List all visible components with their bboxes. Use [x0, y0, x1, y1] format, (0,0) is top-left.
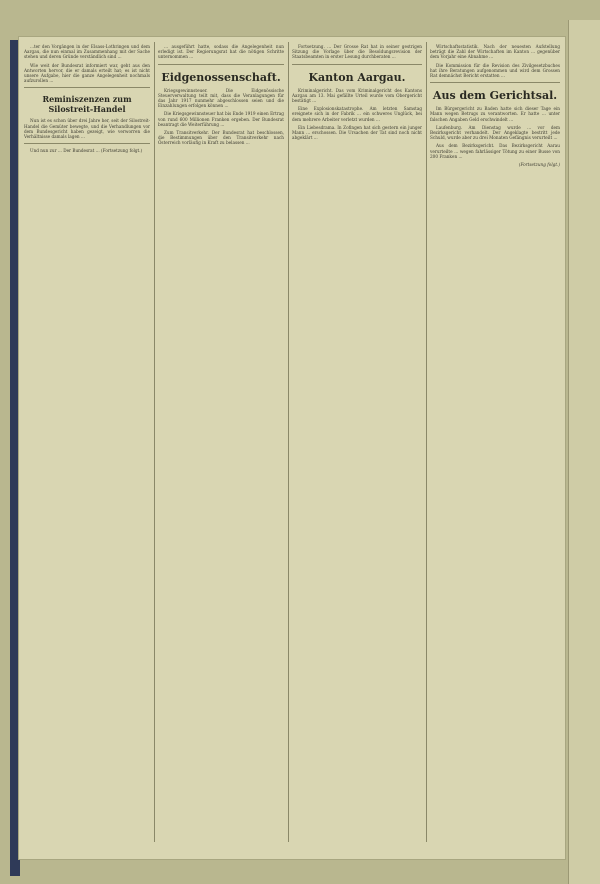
col3-paragraph: Eine Explosionskatastrophe. Am letzten Samstag ereignete sich in der Fabrik ... ein schweres Unglück, bei dem mehrere Arbeiter verletzt wurden ... [292, 106, 422, 122]
column-4 [430, 44, 560, 852]
adjacent-page-edge [568, 20, 600, 884]
col4-paragraph: Wirtschaftsstatistik. Nach der neuesten Aufstellung beträgt die Zahl der Wirtschaften im Kanton ... gegenüber dem Vorjahr eine Abnahme ... [430, 44, 560, 60]
col2-paragraph: ... ausgeführt hatte, sodass die Angelegenheit nun erledigt ist. Der Regierungsrat hat die nötigen Schritte unternommen ... [158, 44, 284, 60]
col3-headline: Kanton Aargau. [308, 70, 406, 84]
col4-headline: Aus dem Gerichtsal. [432, 89, 558, 103]
newspaper-page [18, 36, 566, 860]
col2-paragraph: Zum Transitverkehr. Der Bundesrat hat beschlossen, die Bestimmungen über den Transitverkehr nach Österreich vorläufig in Kraft zu belassen ... [158, 130, 284, 146]
col4-paragraph: Im Bürgergericht zu Baden hatte sich dieser Tage ein Mann wegen Betrugs zu verantworten. Er hatte ... unter falschen Angaben Geld erschwindelt ... [430, 106, 560, 122]
col4-paragraph: Die Kommission für die Revision des Zivilgesetzbuches hat ihre Beratungen aufgenommen und wird dem Grossen Rat demnächst Bericht erstatten ... [430, 62, 560, 79]
col4-paragraph: Laufenburg. Am Dienstag wurde ... vor dem Bezirksgericht verhandelt. Der Angeklagte bestritt jede Schuld, wurde aber zu drei Monaten Gefängnis verurteilt ... [430, 124, 560, 141]
divider [292, 64, 422, 65]
column-2 [158, 44, 284, 852]
column-1 [24, 44, 150, 852]
col4-footer: (Fortsetzung folgt.) [518, 162, 560, 168]
col2-headline: Eidgenossenschaft. [161, 70, 281, 84]
col1-paragraph: Wie weit der Bundesrat informiert war, geht aus den Antworten hervor, die er damals erteilt hat; es ist nicht unsere Aufgabe, hier die ganze Angelegenheit nochmals aufzurollen ... [24, 62, 150, 84]
column-rule [426, 42, 427, 842]
column-3 [292, 44, 422, 852]
col1-footer: Und nun zur ... Der Bundesrat ... (Fortsetzung folgt.) [30, 148, 143, 154]
col1-paragraph: Nun ist es schon über drei Jahre her, seit der Silostreit-Handel die Gemüter bewegte, und die Verhandlungen vor dem Bundesgericht haben gezeigt, wie verworren die Verhältnisse damals lagen ... [24, 118, 150, 140]
column-rule [154, 42, 155, 842]
divider [430, 82, 560, 83]
divider [158, 64, 284, 65]
col2-paragraph: Kriegsgewinnsteuer. Die Eidgenössische Steuerverwaltung teilt mit, dass die Veranlagungen für das Jahr 1917 nunmehr abgeschlossen seien und die Einzahlungen erfolgen können ... [158, 87, 284, 109]
divider [24, 87, 150, 88]
col3-paragraph: Ein Liebesdrama. In Zofingen hat sich gestern ein junger Mann ... erschossen. Die Ursachen der Tat sind noch nicht abgeklärt ... [292, 124, 422, 141]
col3-paragraph: Fortsetzung. ... Der Grosse Rat hat in seiner gestrigen Sitzung die Vorlage über die Besoldungsrevision der Staatsbeamten in erster Lesung durchberaten ... [292, 44, 422, 60]
col1-paragraph: ...ter den Vorgängen in der Elsass-Lothringen und dem Aargau, die nun einmal im Zusammenhang mit der Sache stehen und deren Gründe verständlich sind ... [24, 44, 150, 60]
col3-paragraph: Kriminalgericht. Das vom Kriminalgericht des Kantons Aargau am 13. Mai gefällte Urteil wurde vom Obergericht bestätigt ... [292, 87, 422, 104]
col4-paragraph: Aus dem Bezirksgericht. Das Bezirksgericht Aarau verurteilte ... wegen fahrlässiger Tötung zu einer Busse von 200 Franken ... [430, 143, 560, 159]
col1-headline: Reminiszenzen zum Silostreit-Handel [42, 94, 132, 115]
col2-paragraph: Die Kriegsgewinnsteuer hat bis Ende 1919 einen Ertrag von rund 600 Millionen Franken ergeben. Der Bundesrat beantragt die Weiterführung ... [158, 111, 284, 127]
column-rule [288, 42, 289, 842]
divider [24, 143, 150, 144]
